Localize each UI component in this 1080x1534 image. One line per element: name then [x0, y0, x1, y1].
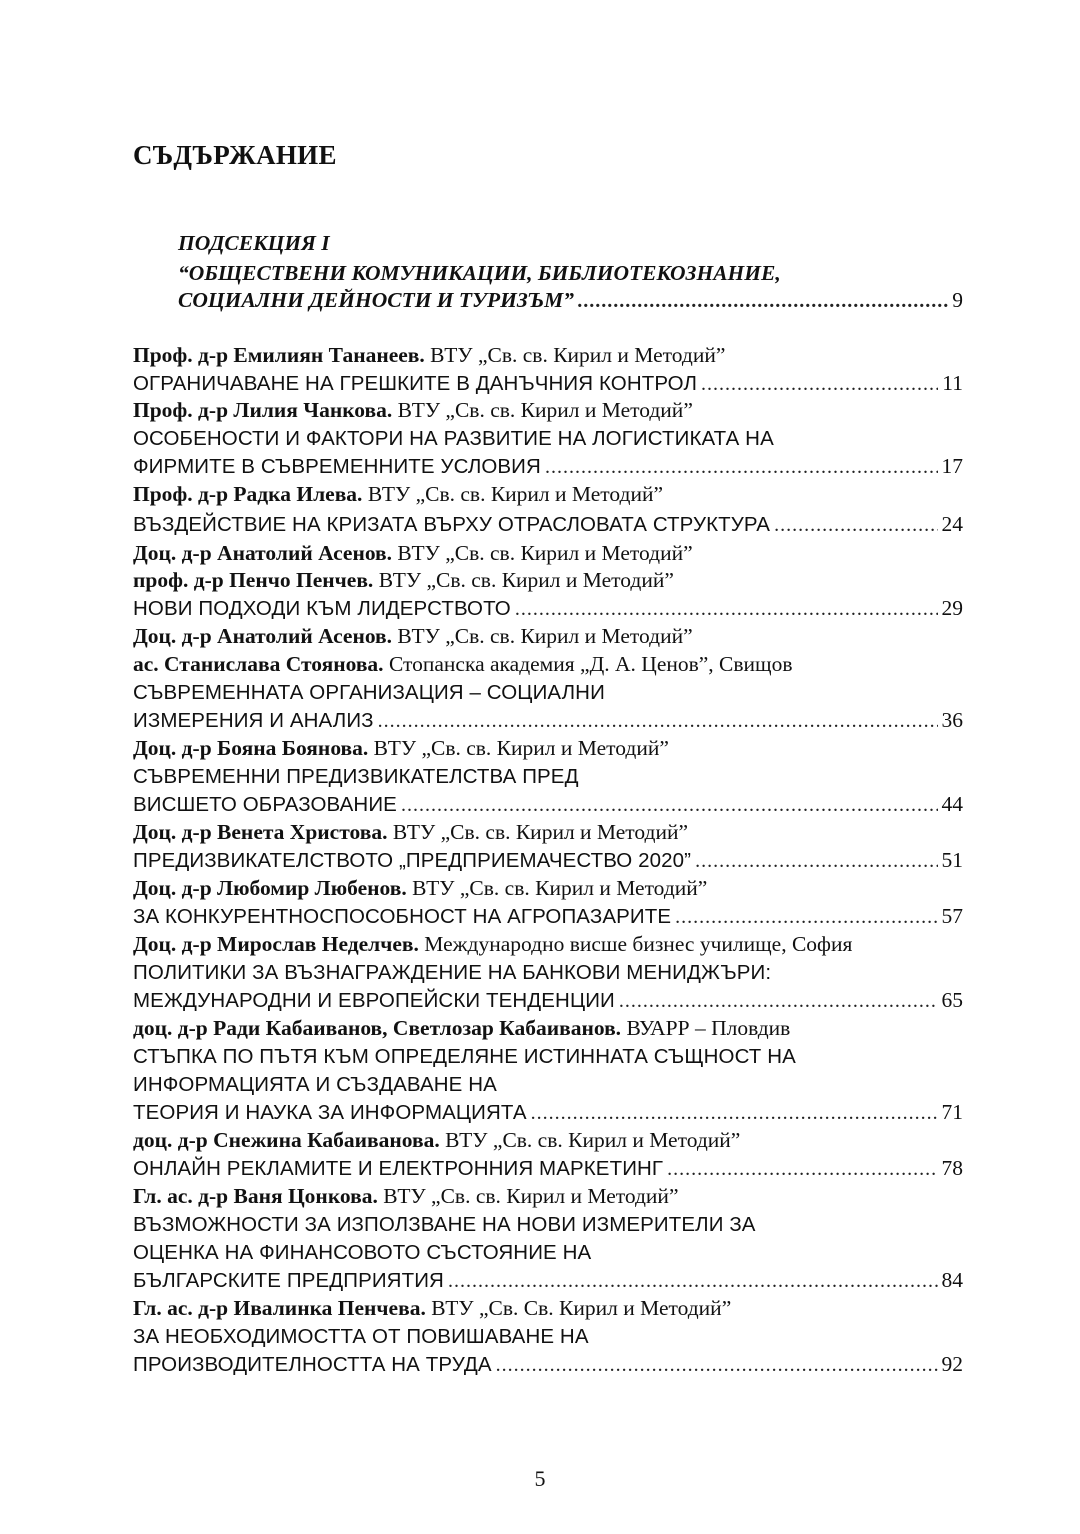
author-affiliation: Международно висше бизнес училище, София [418, 932, 853, 956]
dot-leader [667, 1154, 937, 1184]
author-affiliation: Стопанска академия „Д. А. Ценов”, Свищов [383, 652, 793, 676]
entry-title: ВИСШЕТО ОБРАЗОВАНИЕ [133, 793, 397, 816]
dot-leader [515, 594, 938, 624]
entry-title: СЪВРЕМЕННИ ПРЕДИЗВИКАТЕЛСТВА ПРЕД [133, 765, 579, 788]
author-name: Доц. д-р Любомир Любенов. [133, 876, 407, 900]
author-name: Гл. ас. д-р Ваня Цонкова. [133, 1184, 378, 1208]
author-name: Проф. д-р Лилия Чанкова. [133, 398, 393, 422]
author-name: Доц. д-р Венета Христова. [133, 820, 388, 844]
dot-leader [401, 790, 938, 820]
author-name: проф. д-р Пенчо Пенчев. [133, 568, 374, 592]
dot-leader [695, 846, 937, 876]
toc-title-line [133, 1237, 963, 1267]
dot-leader [774, 510, 937, 540]
toc-title-line [133, 423, 963, 453]
toc-author-line [133, 565, 963, 595]
entry-page-number: 84 [941, 1268, 963, 1292]
author-name: Проф. д-р Емилиян Тананеев. [133, 343, 425, 367]
author-name: Проф. д-р Радка Илева. [133, 482, 363, 506]
toc-author-line [133, 340, 963, 370]
dot-leader [496, 1350, 938, 1380]
entry-page-number: 57 [941, 904, 963, 928]
dot-leader [531, 1098, 938, 1128]
dot-leader [545, 452, 938, 482]
page-number: 5 [534, 1466, 546, 1491]
toc-entry [133, 845, 963, 875]
author-name: ас. Станислава Стоянова. [133, 652, 384, 676]
toc-entry [133, 901, 963, 931]
entry-title: ТЕОРИЯ И НАУКА ЗА ИНФОРМАЦИЯТА [133, 1101, 527, 1124]
dot-leader [675, 902, 937, 932]
entry-page-number: 71 [941, 1100, 963, 1124]
author-affiliation: ВТУ „Св. св. Кирил и Методий” [439, 1128, 741, 1152]
toc-entry [133, 985, 963, 1015]
entry-page-number: 11 [942, 371, 963, 395]
author-affiliation: ВТУ „Св. св. Кирил и Методий” [392, 398, 693, 422]
author-affiliation: ВТУ „Св. св. Кирил и Методий” [362, 482, 664, 506]
entry-title: ВЪЗМОЖНОСТИ ЗА ИЗПОЛЗВАНЕ НА НОВИ ИЗМЕРИТЕЛИ ЗА [133, 1213, 756, 1236]
author-name: Доц. д-р Анатолий Асенов. [133, 624, 393, 648]
toc-entry [133, 705, 963, 735]
subsection-label: ПОДСЕКЦИЯ І [178, 231, 330, 255]
toc-author-line [133, 538, 963, 568]
entry-page-number: 24 [941, 512, 963, 536]
author-name: доц. д-р Ради Кабаиванов, Светлозар Кабаиванов. [133, 1016, 622, 1040]
author-affiliation: ВУАРР – Пловдив [621, 1016, 791, 1040]
author-affiliation: ВТУ „Св. Св. Кирил и Методий” [425, 1296, 732, 1320]
entry-page-number: 17 [941, 454, 963, 478]
entry-title: ПОЛИТИКИ ЗА ВЪЗНАГРАЖДЕНИЕ НА БАНКОВИ МЕНИДЖЪРИ: [133, 961, 772, 984]
toc-author-line [133, 733, 963, 763]
entry-title: ИНФОРМАЦИЯТА И СЪЗДАВАНЕ НА [133, 1073, 497, 1096]
entry-title: ПРЕДИЗВИКАТЕЛСТВОТО „ПРЕДПРИЕМАЧЕСТВО 2020” [133, 849, 692, 872]
entry-page-number: 36 [941, 708, 963, 732]
author-name: доц. д-р Снежина Кабаиванова. [133, 1128, 440, 1152]
author-affiliation: ВТУ „Св. св. Кирил и Методий” [387, 820, 689, 844]
toc-title-line [133, 1041, 963, 1071]
entry-title: СЪВРЕМЕННАТА ОРГАНИЗАЦИЯ – СОЦИАЛНИ [133, 681, 605, 704]
toc-author-line [133, 479, 963, 509]
author-affiliation: ВТУ „Св. св. Кирил и Методий” [368, 736, 669, 760]
entry-title: ОНЛАЙН РЕКЛАМИТЕ И ЕЛЕКТРОННИЯ МАРКЕТИНГ [133, 1157, 664, 1180]
entry-title: ЗА КОНКУРЕНТНОСПОСОБНОСТ НА АГРОПАЗАРИТЕ [133, 905, 672, 928]
dot-leader [448, 1266, 938, 1296]
subsection-title-line1: “ОБЩЕСТВЕНИ КОМУНИКАЦИИ, БИБЛИОТЕКОЗНАНИЕ, [178, 261, 781, 285]
toc-title-line [133, 1069, 963, 1099]
entry-page-number: 51 [941, 848, 963, 872]
entry-page-number: 44 [941, 792, 963, 816]
toc-title-line [133, 1321, 963, 1351]
toc-entry [133, 451, 963, 481]
toc-author-line [133, 817, 963, 847]
subsection-page: 9 [952, 288, 963, 312]
author-name: Доц. д-р Бояна Боянова. [133, 736, 369, 760]
toc-entry [133, 1265, 963, 1295]
dot-leader [578, 285, 948, 318]
toc-author-line [133, 621, 963, 651]
toc-entry [133, 1153, 963, 1183]
page-heading: СЪДЪРЖАНИЕ [133, 140, 337, 170]
toc-entry [133, 509, 963, 539]
toc-entry [133, 593, 963, 623]
toc-author-line [133, 395, 963, 425]
author-affiliation: ВТУ „Св. св. Кирил и Методий” [424, 343, 726, 367]
entry-title: ИЗМЕРЕНИЯ И АНАЛИЗ [133, 709, 374, 732]
entry-title: ОГРАНИЧАВАНЕ НА ГРЕШКИТЕ В ДАНЪЧНИЯ КОНТРОЛ [133, 372, 698, 395]
entry-title: ОЦЕНКА НА ФИНАНСОВОТО СЪСТОЯНИЕ НА [133, 1241, 592, 1264]
author-name: Доц. д-р Мирослав Неделчев. [133, 932, 419, 956]
toc-author-line [133, 873, 963, 903]
toc-author-line [133, 1013, 963, 1043]
author-affiliation: ВТУ „Св. св. Кирил и Методий” [406, 876, 708, 900]
entry-page-number: 92 [941, 1352, 963, 1376]
toc-author-line [133, 1293, 963, 1323]
author-name: Доц. д-р Анатолий Асенов. [133, 541, 393, 565]
author-name: Гл. ас. д-р Ивалинка Пенчева. [133, 1296, 426, 1320]
toc-author-line [133, 1181, 963, 1211]
entry-page-number: 78 [941, 1156, 963, 1180]
entry-title: ФИРМИТЕ В СЪВРЕМЕННИТЕ УСЛОВИЯ [133, 455, 541, 478]
author-affiliation: ВТУ „Св. св. Кирил и Методий” [377, 1184, 679, 1208]
subsection-title-line2: СОЦИАЛНИ ДЕЙНОСТИ И ТУРИЗЪМ” [178, 288, 574, 312]
entry-page-number: 29 [941, 596, 963, 620]
dot-leader [619, 986, 938, 1016]
author-affiliation: ВТУ „Св. св. Кирил и Методий” [392, 624, 693, 648]
toc-author-line [133, 1125, 963, 1155]
author-affiliation: ВТУ „Св. св. Кирил и Методий” [373, 568, 674, 592]
entry-title: БЪЛГАРСКИТЕ ПРЕДПРИЯТИЯ [133, 1269, 444, 1292]
toc-author-line [133, 929, 963, 959]
author-affiliation: ВТУ „Св. св. Кирил и Методий” [392, 541, 693, 565]
toc-title-line [133, 761, 963, 791]
entry-title: СТЪПКА ПО ПЪТЯ КЪМ ОПРЕДЕЛЯНЕ ИСТИННАТА СЪЩНОСТ НА [133, 1045, 796, 1068]
subsection-entry [178, 284, 963, 318]
toc-title-line [133, 1209, 963, 1239]
toc-author-line [133, 649, 963, 679]
toc-entry [133, 368, 963, 398]
toc-entry [133, 1349, 963, 1379]
entry-title: ВЪЗДЕЙСТВИЕ НА КРИЗАТА ВЪРХУ ОТРАСЛОВАТА СТРУКТУРА [133, 513, 771, 536]
toc-title-line [133, 677, 963, 707]
toc-entry [133, 1097, 963, 1127]
toc-title-line [133, 957, 963, 987]
entry-title: ОСОБЕНОСТИ И ФАКТОРИ НА РАЗВИТИЕ НА ЛОГИСТИКАТА НА [133, 427, 774, 450]
toc-entry [133, 789, 963, 819]
entry-title: МЕЖДУНАРОДНИ И ЕВРОПЕЙСКИ ТЕНДЕНЦИИ [133, 989, 615, 1012]
entry-page-number: 65 [941, 988, 963, 1012]
entry-title: ЗА НЕОБХОДИМОСТТА ОТ ПОВИШАВАНЕ НА [133, 1325, 589, 1348]
entry-title: НОВИ ПОДХОДИ КЪМ ЛИДЕРСТВОТО [133, 597, 511, 620]
entry-title: ПРОИЗВОДИТЕЛНОСТТА НА ТРУДА [133, 1353, 492, 1376]
dot-leader [378, 706, 938, 736]
